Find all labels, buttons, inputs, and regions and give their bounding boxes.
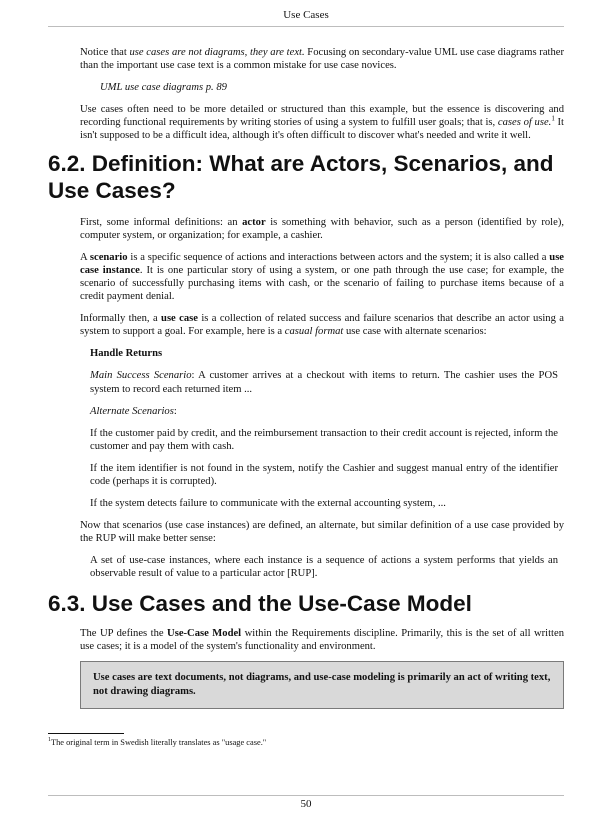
page-body — [48, 46, 564, 709]
footnote-rule — [48, 733, 124, 734]
main-success-scenario: Main Success Scenario: A customer arrives at a checkout with items to return. The cashier uses the POS system to record each returned item ... — [90, 370, 558, 395]
paragraph-up: The UP defines the Use-Case Model within the Requirements discipline. Primarily, this is the set of all written use cases; it is a model of the system's functionality and environment. — [80, 627, 564, 652]
section-heading-6-3: 6.3. Use Cases and the Use-Case Model — [48, 590, 472, 616]
alternate-scenarios-label: Alternate Scenarios: — [90, 405, 177, 417]
note-text: Use cases are text documents, not diagrams, and use-case modeling is primarily an act of writing text, not drawing diagrams. — [93, 671, 551, 697]
paragraph-often: Use cases often need to be more detailed or structured than this example, but the essence is discovering and recording functional requirements by writing stories of using a system to fulfill user goals; that is, cases of use.$^1$ It isn't supposed to be a difficult idea, although it's often difficult to discover what's needed and write it well. — [80, 104, 564, 142]
paragraph-informally: Informally then, a use case is a collection of related success and failure scenarios that describe an actor using a system to support a goal. For example, here is a casual format use case with alternate scenarios: — [80, 313, 564, 338]
section-heading-6-2: 6.2. Definition: What are Actors, Scenarios, and Use Cases? — [48, 150, 554, 203]
alternate-scenario-1: If the customer paid by credit, and the reimbursement transaction to their credit account is rejected, inform the customer and pay them with cash. — [90, 427, 558, 452]
paragraph-now: Now that scenarios (use case instances) are defined, an alternate, but similar definition of a use case provided by the RUP will make better sense: — [80, 520, 564, 545]
page-number: 50 — [300, 798, 312, 810]
rup-quote: A set of use-case instances, where each instance is a sequence of actions a system performs that yields an observable result of value to a particular actor [RUP]. — [90, 555, 558, 580]
paragraph-notice: Notice that use cases are not diagrams, they are text. Focusing on secondary-value UML use case diagrams rather than the important use case text is a common mistake for use case novices. — [80, 47, 564, 72]
running-header: Use Cases — [283, 9, 329, 21]
paragraph-scenario: A scenario is a specific sequence of actions and interactions between actors and the system; it is also called a use case instance. It is one particular story of using a system, or one path through the use case; for example, the scenario of successfully purchasing items with cash, or the scenario of failing to purchase items because of a credit payment denial. — [80, 251, 565, 303]
footnote: $^1$The original term in Swedish literally translates as "usage case." — [48, 737, 267, 747]
use-case-title: Handle Returns — [90, 348, 163, 360]
header-rule — [48, 26, 564, 27]
reference-link-uml-diagrams: UML use case diagrams p. 89 — [100, 82, 227, 94]
footnote-marker: 1 — [551, 114, 555, 123]
footer-rule — [48, 795, 564, 796]
alternate-scenario-2: If the item identifier is not found in the system, notify the Cashier and suggest manual entry of the identifier code (perhaps it is corrupted). — [90, 462, 558, 487]
alternate-scenario-3: If the system detects failure to communicate with the external accounting system, ... — [90, 498, 446, 510]
note-box — [80, 661, 564, 709]
emphasis-text: use cases are not diagrams, they are text. — [129, 47, 305, 58]
paragraph-first: First, some informal definitions: an actor is something with behavior, such as a person (identified by role), computer system, or organization; for example, a cashier. — [80, 216, 564, 241]
